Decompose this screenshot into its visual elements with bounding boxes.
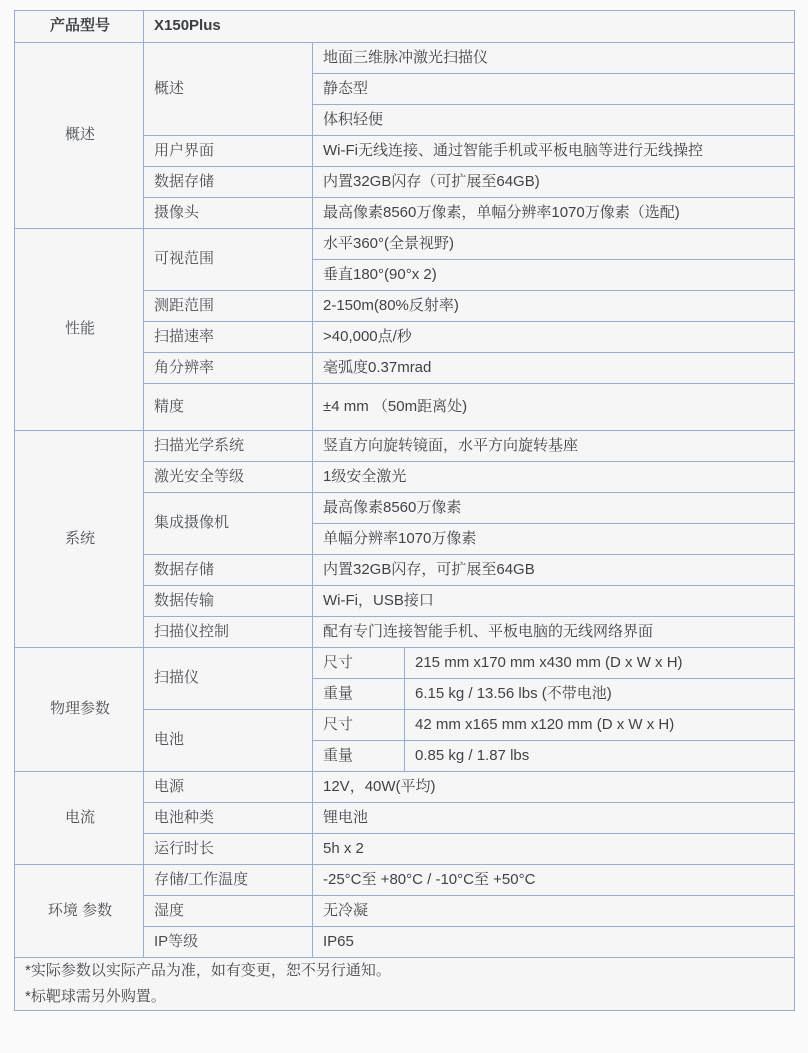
row-label-summary: 概述 <box>144 43 313 136</box>
row-value-laser-class: 1级安全激光 <box>313 462 795 493</box>
table-row-footnotes <box>15 958 795 1011</box>
sub-label-scanner-weight: 重量 <box>313 679 405 710</box>
row-value-control: 配有专门连接智能手机、平板电脑的无线网络界面 <box>313 617 795 648</box>
table-row <box>15 865 795 896</box>
row-label-camera: 摄像头 <box>144 198 313 229</box>
row-value-integrated-camera-2: 单幅分辨率1070万像素 <box>313 524 795 555</box>
row-value-summary-3: 体积轻便 <box>313 105 795 136</box>
table-row <box>15 431 795 462</box>
row-label-fov: 可视范围 <box>144 229 313 291</box>
row-label-speed: 扫描速率 <box>144 322 313 353</box>
row-label-ui: 用户界面 <box>144 136 313 167</box>
row-label-optics: 扫描光学系统 <box>144 431 313 462</box>
row-value-range: 2-150m(80%反射率) <box>313 291 795 322</box>
row-value-humidity: 无冷凝 <box>313 896 795 927</box>
section-label-system: 系统 <box>15 431 144 648</box>
row-value-summary-1: 地面三维脉冲激光扫描仪 <box>313 43 795 74</box>
row-value-integrated-camera-1: 最高像素8560万像素 <box>313 493 795 524</box>
row-label-accuracy: 精度 <box>144 384 313 431</box>
row-value-sys-storage: 内置32GB闪存，可扩展至64GB <box>313 555 795 586</box>
model-value: X150Plus <box>144 11 795 43</box>
footnotes-cell <box>15 958 795 1011</box>
row-value-angular: 毫弧度0.37mrad <box>313 353 795 384</box>
row-value-optics: 竖直方向旋转镜面，水平方向旋转基座 <box>313 431 795 462</box>
row-label-integrated-camera: 集成摄像机 <box>144 493 313 555</box>
row-label-supply: 电源 <box>144 772 313 803</box>
row-label-battery: 电池 <box>144 710 313 772</box>
section-label-power: 电流 <box>15 772 144 865</box>
row-label-laser-class: 激光安全等级 <box>144 462 313 493</box>
row-label-angular: 角分辨率 <box>144 353 313 384</box>
table-row <box>15 648 795 679</box>
row-label-range: 测距范围 <box>144 291 313 322</box>
row-label-control: 扫描仪控制 <box>144 617 313 648</box>
row-value-scanner-weight: 6.15 kg / 13.56 lbs (不带电池) <box>405 679 795 710</box>
table-row <box>15 229 795 260</box>
row-value-runtime: 5h x 2 <box>313 834 795 865</box>
section-label-performance: 性能 <box>15 229 144 431</box>
row-value-scanner-size: 215 mm x170 mm x430 mm (D x W x H) <box>405 648 795 679</box>
section-label-overview: 概述 <box>15 43 144 229</box>
row-label-transfer: 数据传输 <box>144 586 313 617</box>
row-value-supply: 12V，40W(平均) <box>313 772 795 803</box>
row-value-fov-horizontal: 水平360°(全景视野) <box>313 229 795 260</box>
row-label-battery-type: 电池种类 <box>144 803 313 834</box>
row-value-temperature: -25°C至 +80°C / -10°C至 +50°C <box>313 865 795 896</box>
row-label-runtime: 运行时长 <box>144 834 313 865</box>
row-value-camera: 最高像素8560万像素，单幅分辨率1070万像素（选配) <box>313 198 795 229</box>
table-row <box>15 772 795 803</box>
row-value-speed: >40,000点/秒 <box>313 322 795 353</box>
row-value-battery-weight: 0.85 kg / 1.87 lbs <box>405 741 795 772</box>
section-label-physical: 物理参数 <box>15 648 144 772</box>
footnote-disclaimer: *实际参数以实际产品为准，如有变更，恕不另行通知。 <box>25 962 391 979</box>
section-label-environment: 环境 参数 <box>15 865 144 958</box>
row-label-storage: 数据存储 <box>144 167 313 198</box>
row-label-humidity: 湿度 <box>144 896 313 927</box>
spec-table <box>14 10 795 1011</box>
table-row <box>15 43 795 74</box>
row-label-ip-rating: IP等级 <box>144 927 313 958</box>
sub-label-scanner-size: 尺寸 <box>313 648 405 679</box>
row-label-sys-storage: 数据存储 <box>144 555 313 586</box>
row-value-accuracy: ±4 mm （50m距离处) <box>313 384 795 431</box>
row-label-scanner: 扫描仪 <box>144 648 313 710</box>
row-value-battery-size: 42 mm x165 mm x120 mm (D x W x H) <box>405 710 795 741</box>
sub-label-battery-weight: 重量 <box>313 741 405 772</box>
sub-label-battery-size: 尺寸 <box>313 710 405 741</box>
model-label: 产品型号 <box>15 11 144 43</box>
row-value-storage: 内置32GB闪存（可扩展至64GB) <box>313 167 795 198</box>
row-value-ui: Wi-Fi无线连接、通过智能手机或平板电脑等进行无线操控 <box>313 136 795 167</box>
row-value-summary-2: 静态型 <box>313 74 795 105</box>
table-row-model <box>15 11 795 43</box>
row-value-ip-rating: IP65 <box>313 927 795 958</box>
row-value-battery-type: 锂电池 <box>313 803 795 834</box>
footnote-target-sphere: *标靶球需另外购置。 <box>25 988 166 1005</box>
row-value-fov-vertical: 垂直180°(90°x 2) <box>313 260 795 291</box>
row-label-temperature: 存储/工作温度 <box>144 865 313 896</box>
row-value-transfer: Wi-Fi，USB接口 <box>313 586 795 617</box>
